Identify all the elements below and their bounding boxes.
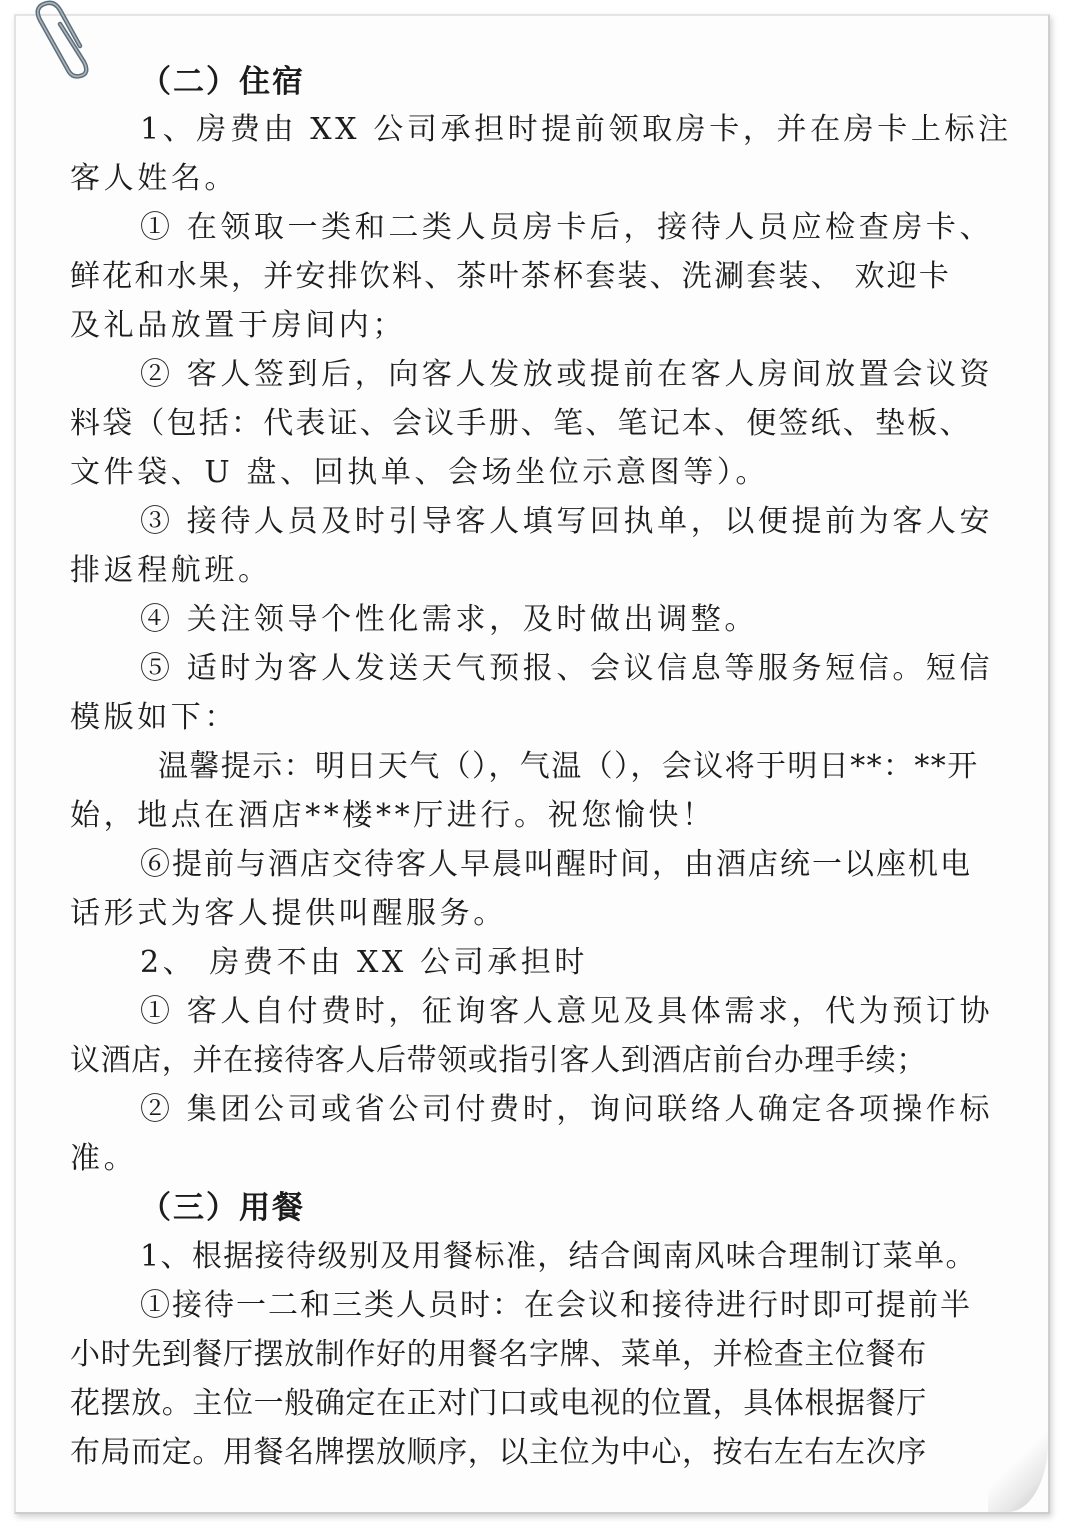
page-curl-corner — [988, 1432, 1048, 1512]
section-heading-accommodation: （二）住宿 — [140, 64, 305, 100]
section-heading-dining: （三）用餐 — [140, 1190, 305, 1226]
paragraph-line: ② 客人签到后，向客人发放或提前在客人房间放置会议资 — [140, 357, 994, 392]
paragraph-line: 话形式为客人提供叫醒服务。 — [70, 896, 507, 931]
paperclip-icon — [22, 0, 92, 80]
paragraph-line: 议酒店，并在接待客人后带领或指引客人到酒店前台办理手续； — [70, 1043, 927, 1078]
paragraph-line: ⑥提前与酒店交待客人早晨叫醒时间，由酒店统一以座机电 — [140, 847, 972, 882]
paragraph-line: 模版如下： — [70, 700, 238, 735]
paragraph-line: 小时先到餐厅摆放制作好的用餐名字牌、菜单，并检查主位餐布 — [70, 1337, 927, 1372]
sms-template-line: 始，地点在酒店**楼**厅进行。祝您愉快！ — [70, 798, 716, 833]
paragraph-line: 及礼品放置于房间内； — [70, 308, 406, 343]
paragraph-line: ⑤ 适时为客人发送天气预报、会议信息等服务短信。短信 — [140, 651, 994, 686]
paragraph-line: ① 在领取一类和二类人员房卡后，接待人员应检查房卡、 — [140, 210, 994, 245]
paragraph-line: 1、根据接待级别及用餐标准，结合闽南风味合理制订菜单。 — [140, 1239, 977, 1274]
paragraph-line: 花摆放。主位一般确定在正对门口或电视的位置，具体根据餐厅 — [70, 1386, 927, 1421]
paragraph-line: 2、 房费不由 XX 公司承担时 — [140, 945, 589, 980]
paragraph-line: 文件袋、U 盘、回执单、会场坐位示意图等）。 — [70, 455, 770, 490]
paragraph-line: 料袋（包括：代表证、会议手册、笔、笔记本、便签纸、垫板、 — [70, 406, 972, 441]
paragraph-line: 准。 — [70, 1141, 138, 1176]
paragraph-line: 鲜花和水果，并安排饮料、茶叶茶杯套装、洗涮套装、 欢迎卡 — [70, 259, 952, 294]
paragraph-line: 布局而定。用餐名牌摆放顺序，以主位为中心，按右左右左次序 — [70, 1435, 927, 1470]
paragraph-line: 1、房费由 XX 公司承担时提前领取房卡，并在房卡上标注 — [140, 112, 1012, 147]
paragraph-line: 排返程航班。 — [70, 553, 272, 588]
sms-template-line: 温馨提示：明日天气（），气温（），会议将于明日**：**开 — [158, 749, 979, 784]
paragraph-line: ④ 关注领导个性化需求，及时做出调整。 — [140, 602, 758, 637]
paragraph-line: ① 客人自付费时，征询客人意见及具体需求，代为预订协 — [140, 994, 994, 1029]
paragraph-line: 客人姓名。 — [70, 161, 238, 196]
paragraph-line: ①接待一二和三类人员时：在会议和接待进行时即可提前半 — [140, 1288, 972, 1323]
paragraph-line: ② 集团公司或省公司付费时，询问联络人确定各项操作标 — [140, 1092, 994, 1127]
paragraph-line: ③ 接待人员及时引导客人填写回执单，以便提前为客人安 — [140, 504, 994, 539]
